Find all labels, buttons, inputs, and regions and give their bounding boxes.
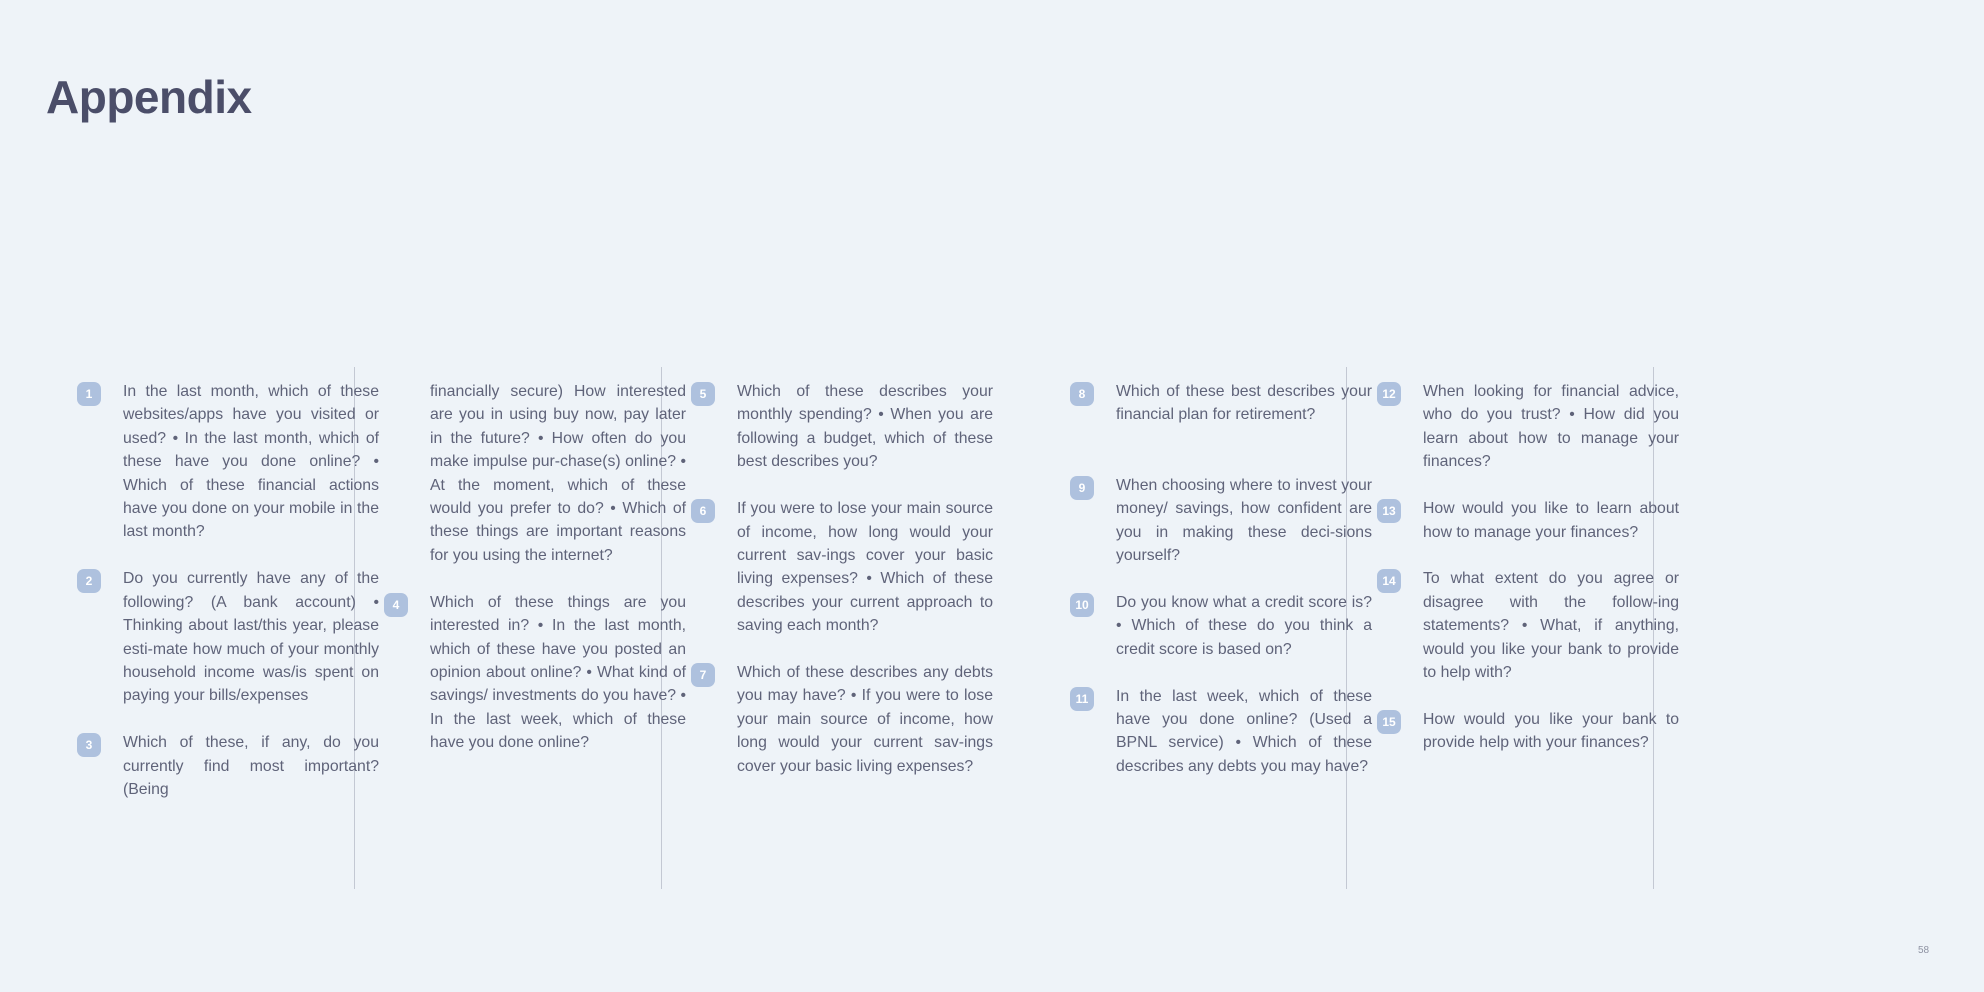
appendix-column-5 <box>1382 380 1679 890</box>
question-number-badge: 10 <box>1070 593 1094 617</box>
question-number-badge: 11 <box>1070 687 1094 711</box>
question-group <box>699 380 993 474</box>
question-group <box>1078 474 1372 568</box>
question-number-badge: 4 <box>384 593 408 617</box>
question-text: Which of these describes any debts you may have? • If you were to lose your main source of income, how long would your current sav-ings cover your basic living expenses? <box>737 664 993 775</box>
question-number-badge: 9 <box>1070 476 1094 500</box>
question-text: When looking for financial advice, who do you trust? • How did you learn about how to manage your finances? <box>1423 383 1679 471</box>
question-text: To what extent do you agree or disagree with the follow-ing statements? • What, if anything, would you like your bank to provide to help with? <box>1423 570 1679 682</box>
question-number-badge: 8 <box>1070 382 1094 406</box>
question-group <box>699 661 993 778</box>
question-number-badge: 13 <box>1377 499 1401 523</box>
appendix-column-2 <box>392 380 686 890</box>
question-text: In the last week, which of these have you done online? (Used a BPNL service) • Which of these describes any debts you may have? <box>1116 687 1372 775</box>
question-text: How would you like your bank to provide help with your finances? <box>1423 710 1679 752</box>
question-text: When choosing where to invest your money/ savings, how confident are you in making these deci-sions yourself? <box>1116 476 1372 565</box>
question-text: In the last month, which of these websites/apps have you visited or used? • In the last month, which of these have you done online? • Which of these financial actions have you done on your mobile in the last month? <box>123 383 379 541</box>
question-group <box>1078 380 1372 427</box>
question-number-badge: 3 <box>77 733 101 757</box>
question-number-badge: 12 <box>1377 382 1401 406</box>
question-number-badge: 6 <box>691 499 715 523</box>
question-number-badge: 14 <box>1377 569 1401 593</box>
page-number: 58 <box>1918 945 1930 956</box>
question-group <box>699 497 993 637</box>
question-number-badge: 1 <box>77 382 101 406</box>
question-text: Do you currently have any of the following? (A bank account) • Thinking about last/this year, please esti-mate how much of your monthly household income was/is spent on paying your bills/expenses <box>123 570 379 705</box>
appendix-column-3 <box>699 380 993 890</box>
question-group <box>85 567 379 707</box>
appendix-column-1 <box>85 380 379 890</box>
appendix-column-4 <box>1075 380 1372 890</box>
question-text: Do you know what a credit score is? • Which of these do you think a credit score is based on? <box>1116 593 1372 658</box>
question-text: Which of these things are you interested in? • In the last month, which of these have you posted an opinion about online? • What kind of savings/ investments do you have? • In the last week, which of these have you done online? <box>430 593 686 752</box>
question-group <box>1075 685 1372 779</box>
question-group <box>1382 567 1679 684</box>
question-number-badge: 2 <box>77 569 101 593</box>
question-group <box>1075 591 1372 661</box>
question-number-badge: 5 <box>691 382 715 406</box>
question-text: Which of these best describes your financial plan for retirement? <box>1116 383 1372 424</box>
question-group <box>1382 380 1679 474</box>
question-group <box>85 380 379 544</box>
question-group-continued <box>430 380 686 567</box>
question-group <box>1382 497 1679 544</box>
question-group <box>392 591 686 755</box>
question-number-badge: 7 <box>691 663 715 687</box>
question-text: How would you like to learn about how to manage your finances? <box>1423 500 1679 541</box>
question-number-badge: 15 <box>1377 710 1401 734</box>
question-text: financially secure) How interested are you in using buy now, pay later in the future? • How often do you make impulse pur-chase(s) online? • At the moment, which of these would you prefer to do? • Which of these things are important reasons for you using the internet? <box>430 383 686 564</box>
question-group <box>1382 708 1679 755</box>
question-group <box>85 731 379 801</box>
question-text: Which of these describes your monthly spending? • When you are following a budget, which of these best describes you? <box>737 383 993 471</box>
page-title: Appendix <box>46 71 252 123</box>
question-text: Which of these, if any, do you currently find most important? (Being <box>123 734 379 799</box>
question-text: If you were to lose your main source of income, how long would your current sav-ings cover your basic living expenses? • Which of these describes your current approach to saving each month? <box>737 500 993 635</box>
